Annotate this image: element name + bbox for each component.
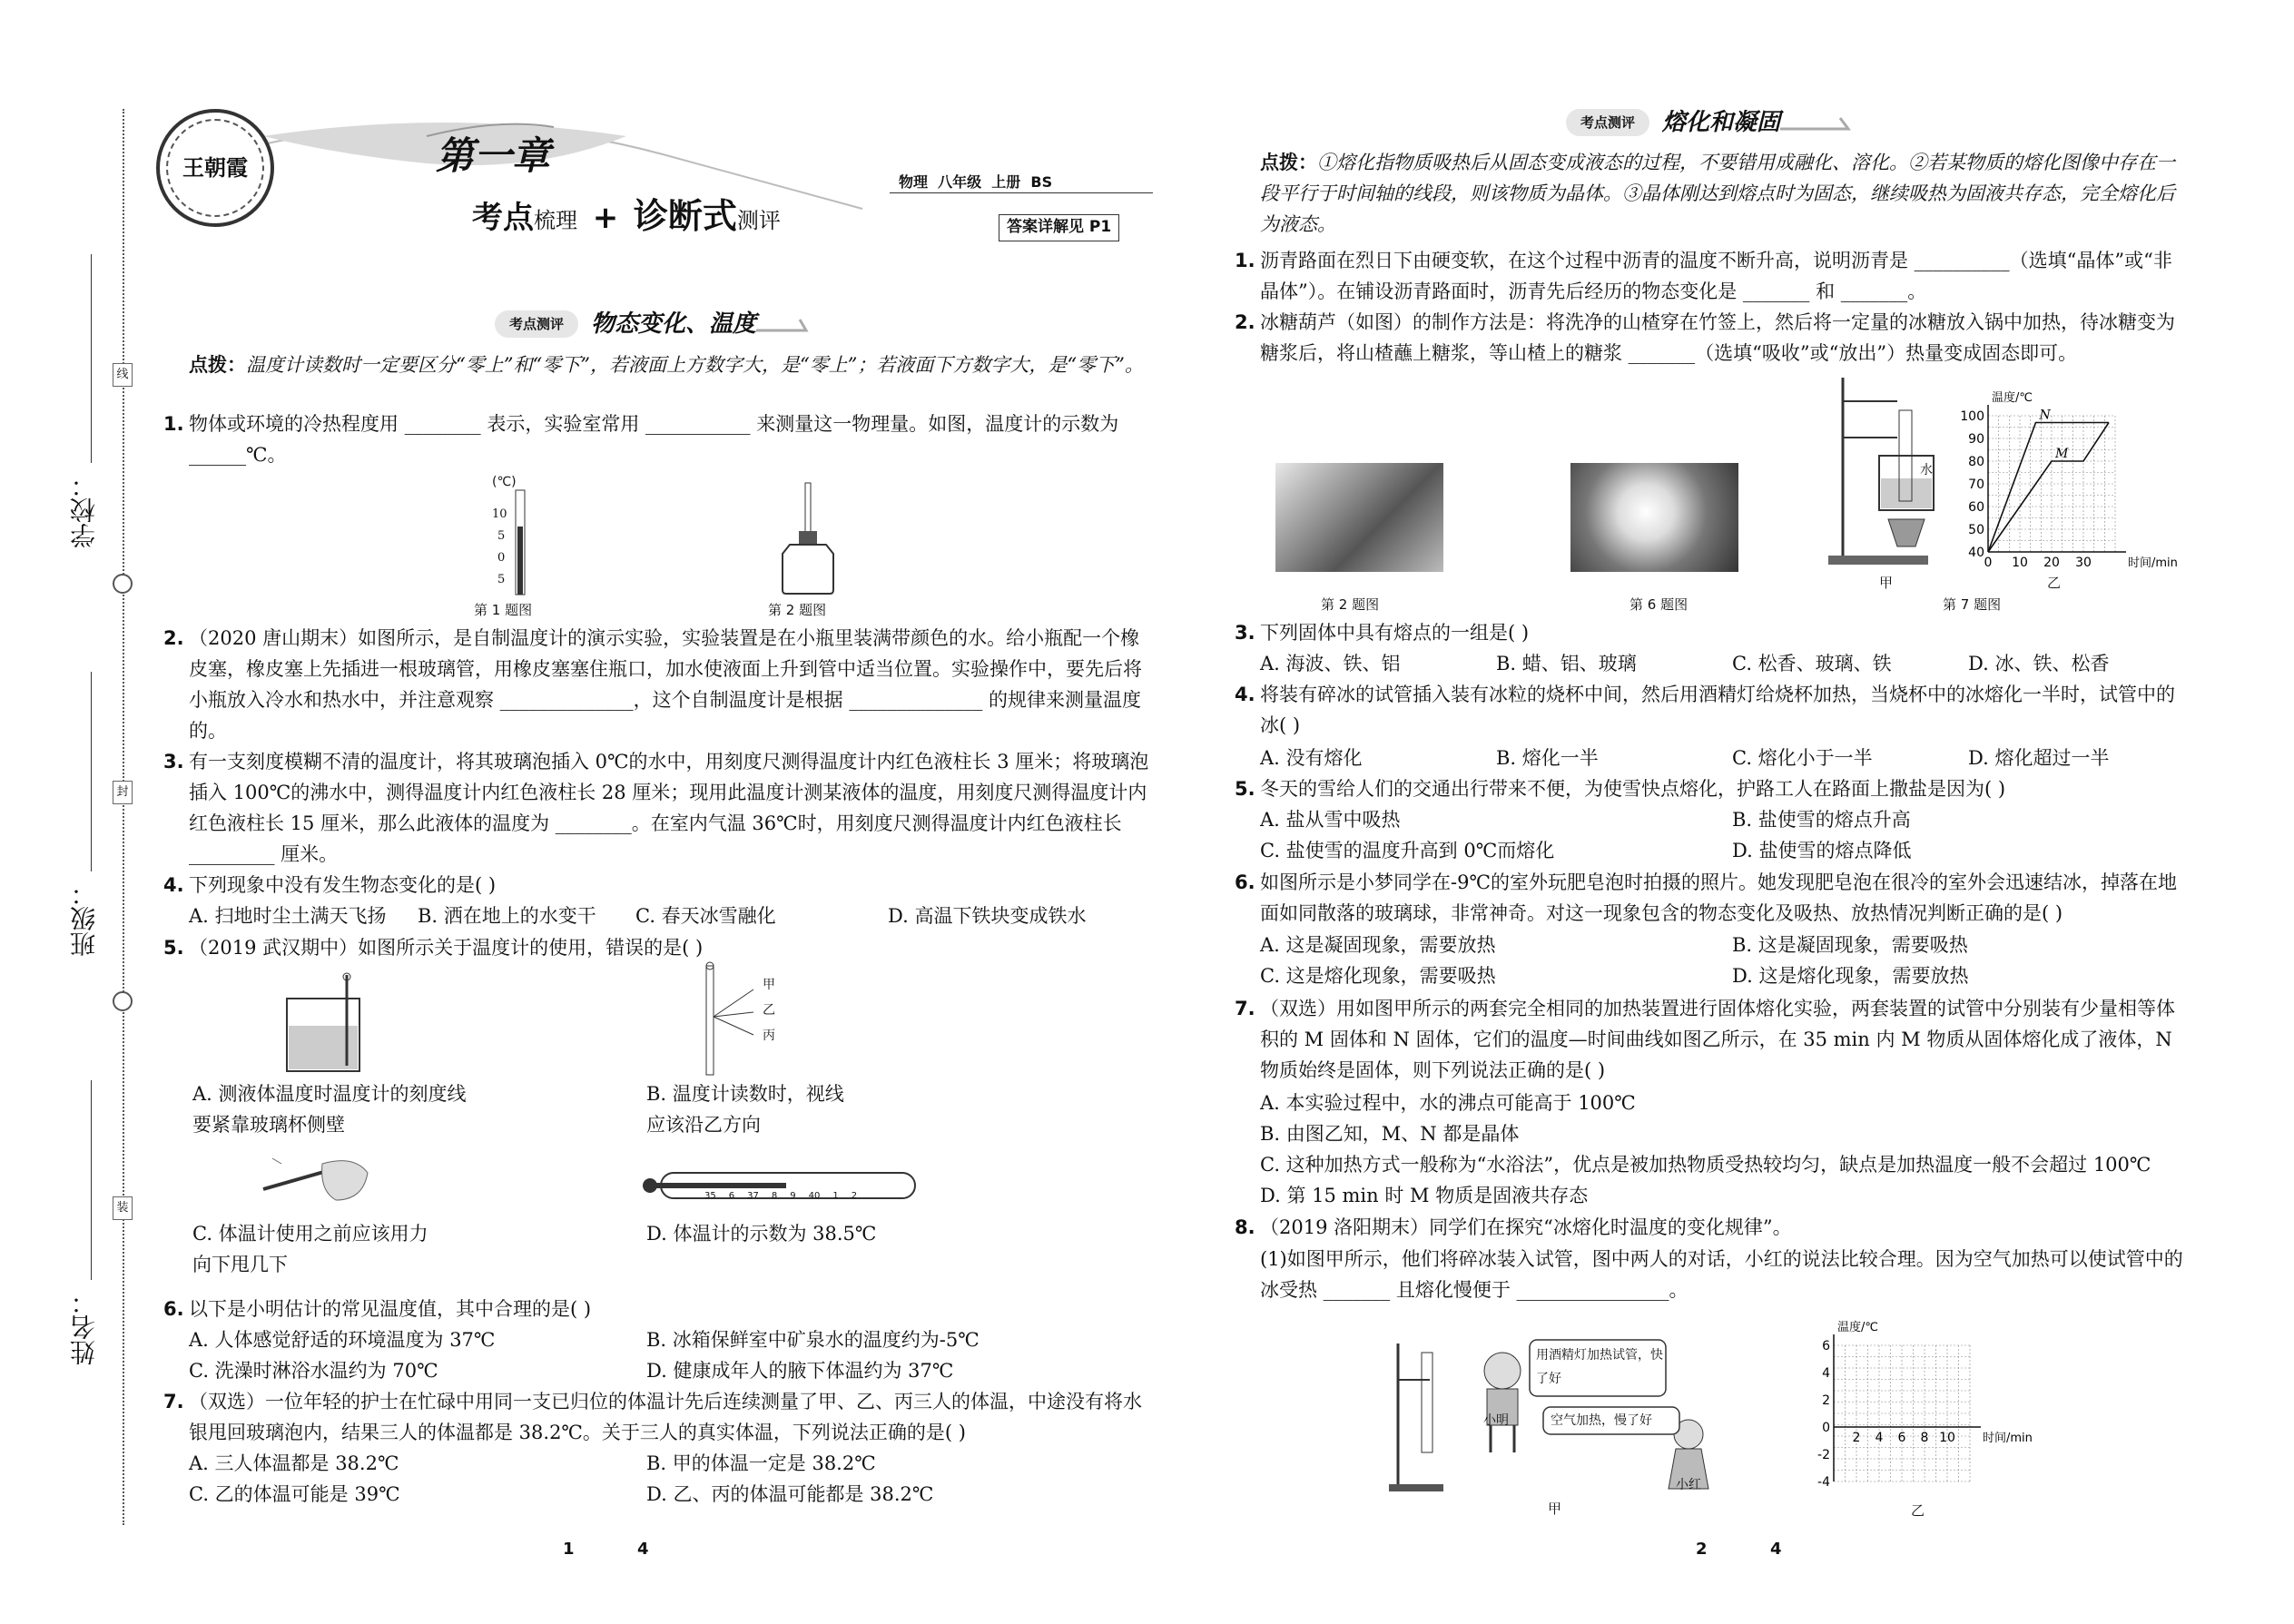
left-q4-opt-c: C. 春天冰雪融化 bbox=[635, 905, 776, 927]
title-ceping: 测评 bbox=[736, 208, 781, 233]
fig1-unit: (℃) bbox=[492, 475, 517, 489]
bottle-icon bbox=[772, 481, 844, 595]
x-tick-label: 10 bbox=[2012, 556, 2028, 570]
title-shuli: 梳理 bbox=[534, 208, 577, 233]
scale-37: 37 bbox=[747, 1191, 759, 1201]
scale-40: 40 bbox=[808, 1191, 821, 1201]
y-tick-label: -4 bbox=[1817, 1475, 1830, 1490]
right-q4-opt-d: D. 熔化超过一半 bbox=[1968, 747, 2110, 769]
class-label: 班级： bbox=[69, 881, 99, 957]
fig7-chart bbox=[1952, 389, 2178, 577]
right-q5-opt-d: D. 盐使雪的熔点降低 bbox=[1732, 840, 1912, 861]
name-label: 姓名： bbox=[69, 1289, 99, 1365]
left-tip-label: 点拨： bbox=[189, 354, 246, 376]
header-rule bbox=[890, 192, 1153, 193]
fig1-tick-10: 10 bbox=[492, 507, 507, 521]
fig1-caption: 第 1 题图 bbox=[474, 602, 533, 618]
left-q7-text: （双选）一位年轻的护士在忙碌中用同一支已归位的体温计先后连续测量了甲、乙、丙三人的体温，中途没有将水银甩回玻璃泡内，结果三人的体温都是 38.2℃。关于三人的真实体温，下列说法正确的是( ) bbox=[189, 1391, 1142, 1444]
arrow-icon bbox=[1780, 109, 1862, 136]
right-q6-text: 如图所示是小梦同学在-9℃的室外玩肥皂泡时拍摄的照片。她发现肥皂泡在很冷的室外会迅速结冰，掉落在地面如同散落的玻璃球，非常神奇。对这一现象包含的物态变化及吸热、放热情况判断正确的是( ) bbox=[1260, 871, 2177, 925]
right-q4-opt-c: C. 熔化小于一半 bbox=[1732, 747, 1873, 769]
left-q7-opt-c: C. 乙的体温可能是 39℃ bbox=[189, 1483, 400, 1505]
clinical-scale bbox=[704, 1189, 857, 1204]
answer-ref-box: 答案详解见 P1 bbox=[999, 214, 1119, 241]
x-tick-label: 0 bbox=[1984, 556, 1993, 570]
y-tick-label: 100 bbox=[1960, 409, 1984, 424]
left-q6-text: 以下是小明估计的常见温度值，其中合理的是( ) bbox=[189, 1298, 592, 1320]
binding-hole-2 bbox=[113, 991, 133, 1011]
binding-mark-top: 线 bbox=[113, 363, 133, 387]
q8-chart bbox=[1797, 1321, 2033, 1502]
right-q4 bbox=[1235, 679, 2188, 741]
right-q3-opt-d: D. 冰、铁、松香 bbox=[1968, 653, 2110, 674]
right-q5-opt-a: A. 盐从雪中吸热 bbox=[1260, 809, 1401, 831]
left-q5-opt-d: D. 体温计的示数为 38.5℃ bbox=[646, 1223, 877, 1245]
fig1-thermometer bbox=[490, 472, 545, 599]
left-section-title: 物态变化、温度 bbox=[591, 310, 757, 338]
x-tick-label: 4 bbox=[1875, 1431, 1884, 1445]
left-q3-num: 3. bbox=[163, 751, 184, 773]
y-axis-label: 温度/℃ bbox=[1837, 1321, 1878, 1334]
series-label-M: M bbox=[2055, 447, 2069, 461]
right-q3-num: 3. bbox=[1235, 622, 1255, 644]
left-page-number: 1 bbox=[563, 1540, 575, 1559]
x-tick-label: 2 bbox=[1852, 1431, 1861, 1445]
left-q7-opt-d: D. 乙、丙的体温可能都是 38.2℃ bbox=[646, 1483, 934, 1505]
label-xiaohong: 小红 bbox=[1676, 1478, 1701, 1492]
scale-6: 6 bbox=[728, 1191, 735, 1201]
binding-mark-mid: 封 bbox=[113, 781, 133, 804]
fig7-jia-caption: 甲 bbox=[1879, 575, 1894, 591]
right-q7-opt-b: B. 由图乙知，M、N 都是晶体 bbox=[1260, 1123, 1520, 1145]
eye-label-jia: 甲 bbox=[763, 978, 775, 992]
left-q7-opt-a: A. 三人体温都是 38.2℃ bbox=[189, 1452, 399, 1474]
right-q1-text: 沥青路面在烈日下由硬变软，在这个过程中沥青的温度不断升高，说明沥青是 __________（选填“晶体”或“非晶体”）。在铺设沥青路面时，沥青先后经历的物态变化是 _______ 和 _______。 bbox=[1260, 250, 2172, 303]
eye-label-yi: 乙 bbox=[763, 1003, 775, 1018]
y-tick-label: 0 bbox=[1822, 1421, 1830, 1435]
left-q2 bbox=[163, 623, 1151, 746]
y-tick-label: 4 bbox=[1822, 1366, 1830, 1381]
right-section-pill: 考点测评 bbox=[1566, 109, 1649, 136]
left-page-sig: 4 bbox=[637, 1540, 649, 1559]
chapter-title: 第一章 bbox=[436, 133, 551, 178]
right-q1-num: 1. bbox=[1235, 250, 1255, 271]
left-q6-num: 6. bbox=[163, 1298, 184, 1320]
bubble-xiaoming: 用酒精灯加热试管，快了好 bbox=[1536, 1348, 1663, 1386]
left-tip bbox=[189, 349, 1151, 380]
series-line-M bbox=[1988, 423, 2109, 553]
label-xiaoming: 小明 bbox=[1483, 1413, 1509, 1428]
name-field-line bbox=[91, 1080, 92, 1280]
beaker-icon bbox=[281, 971, 381, 1076]
right-q7-opt-c: C. 这种加热方式一般称为“水浴法”，优点是被加热物质受热较均匀，缺点是加热温度一般不会超过 100℃ bbox=[1260, 1154, 2151, 1176]
scale-1: 1 bbox=[832, 1191, 839, 1201]
left-q4-num: 4. bbox=[163, 874, 184, 896]
right-q5-text: 冬天的雪给人们的交通出行带来不便，为使雪快点熔化，护路工人在路面上撒盐是因为( ) bbox=[1260, 778, 2006, 800]
left-q5-num: 5. bbox=[163, 937, 184, 959]
q8-yi-caption: 乙 bbox=[1911, 1502, 1925, 1519]
right-q5 bbox=[1235, 773, 2188, 804]
left-q7-num: 7. bbox=[163, 1391, 184, 1412]
right-tip-text: ①熔化指物质吸热后从固态变成液态的过程，不要错用成融化、溶化。②若某物质的熔化图像中存在一段平行于时间轴的线段，则该物质为晶体。③晶体刚达到熔点时为固态，继续吸热为固液共存态，完全熔化后为液态。 bbox=[1260, 152, 2175, 236]
fig2-bottle bbox=[772, 481, 844, 604]
right-fig6-caption: 第 6 题图 bbox=[1629, 596, 1689, 613]
right-q4-opt-b: B. 熔化一半 bbox=[1496, 747, 1599, 769]
left-q4-opt-d: D. 高温下铁块变成铁水 bbox=[888, 905, 1087, 927]
grade-meta: 物理 八年级 上册 BS bbox=[899, 173, 1053, 191]
right-q6-opt-c: C. 这是熔化现象，需要吸热 bbox=[1260, 965, 1496, 987]
right-q5-opt-b: B. 盐使雪的熔点升高 bbox=[1732, 809, 1911, 831]
fig7-yi-caption: 乙 bbox=[2047, 575, 2062, 591]
y-tick-label: 70 bbox=[1968, 477, 1984, 492]
right-q7-text: （双选）用如图甲所示的两套完全相同的加热装置进行固体熔化实验，两套装置的试管中分别装有少量相等体积的 M 固体和 N 固体，它们的温度—时间曲线如图乙所示，在 35 min 内 M 物质从固体熔化成了液体，N 物质始终是固体，则下列说法正确的是( ) bbox=[1260, 998, 2175, 1082]
binding-hole-1 bbox=[113, 574, 133, 594]
y-tick-label: -2 bbox=[1817, 1448, 1830, 1462]
right-tip-label: 点拨： bbox=[1260, 152, 1317, 173]
binding-mark-bottom: 装 bbox=[113, 1196, 133, 1220]
left-q1-text: 物体或环境的冷热程度用 ________ 表示，实验室常用 ___________ 来测量这一物理量。如图，温度计的示数为 ______℃。 bbox=[189, 413, 1119, 467]
scale-8: 8 bbox=[771, 1191, 778, 1201]
right-q3-opt-a: A. 海波、铁、铝 bbox=[1260, 653, 1401, 674]
arrow-icon bbox=[756, 310, 820, 338]
right-q7-opt-a: A. 本实验过程中，水的沸点可能高于 100℃ bbox=[1260, 1092, 1636, 1114]
right-section-title: 熔化和凝固 bbox=[1662, 109, 1781, 136]
thermometer-eyes-icon bbox=[699, 962, 808, 1080]
left-q5-opt-a: A. 测液体温度时温度计的刻度线要紧靠玻璃杯侧壁 bbox=[192, 1083, 467, 1137]
left-q5-text: （2019 武汉期中）如图所示关于温度计的使用，错误的是( ) bbox=[189, 937, 704, 959]
school-field-line bbox=[91, 254, 92, 463]
left-q5-opt-b: B. 温度计读数时，视线应该沿乙方向 bbox=[646, 1083, 844, 1137]
x-axis-label: 时间/min bbox=[1983, 1432, 2033, 1445]
y-axis-label: 温度/℃ bbox=[1992, 391, 2033, 405]
right-q6-opt-d: D. 这是熔化现象，需要放热 bbox=[1732, 965, 1969, 987]
right-q7-opt-d: D. 第 15 min 时 M 物质是固液共存态 bbox=[1260, 1185, 1589, 1206]
right-q6-num: 6. bbox=[1235, 871, 1255, 893]
binding-dotted-line bbox=[123, 109, 124, 1525]
left-q7 bbox=[163, 1386, 1151, 1448]
y-tick-label: 90 bbox=[1968, 432, 1984, 447]
left-q4-opt-a: A. 扫地时尘土满天飞扬 bbox=[189, 905, 387, 927]
fig1-tick-5b: 5 bbox=[497, 573, 506, 586]
left-q4 bbox=[163, 870, 1151, 901]
left-q3 bbox=[163, 746, 1151, 870]
scale-2: 2 bbox=[851, 1191, 858, 1201]
right-q2-text: 冰糖葫芦（如图）的制作方法是：将洗净的山楂穿在竹签上，然后将一定量的冰糖放入锅中加热，待冰糖变为糖浆后，将山楂蘸上糖浆，等山楂上的糖浆 _______（选填“吸收”或“放出”）热量变成固态即可。 bbox=[1260, 311, 2175, 365]
x-axis-label: 时间/min bbox=[2128, 556, 2178, 570]
y-tick-label: 50 bbox=[1968, 523, 1984, 537]
left-q2-text: （2020 唐山期末）如图所示，是自制温度计的演示实验，实验装置是在小瓶里装满带颜色的水。给小瓶配一个橡皮塞，橡皮塞上先插进一根玻璃管，用橡皮塞塞住瓶口，加水使液面上升到管中适当位置。实验操作中，要先后将小瓶放入冷水和热水中，并注意观察 ______________，这个自制温度计是根据 ______________ 的规律来测量温度的。 bbox=[189, 627, 1142, 743]
left-q4-opt-b: B. 洒在地上的水变干 bbox=[418, 905, 596, 927]
logo-text: 王朝霞 bbox=[182, 153, 248, 181]
right-q2 bbox=[1235, 307, 2188, 369]
q8-jia-caption: 甲 bbox=[1548, 1501, 1562, 1517]
left-q3-text: 有一支刻度模糊不清的温度计，将其玻璃泡插入 0℃的水中，用刻度尺测得温度计内红色液柱长 3 厘米；将玻璃泡插入 100℃的沸水中，测得温度计内红色液柱长 28 厘米；现用此温度计测某液体的温度，用刻度尺测得温度计内红色液柱长 15 厘米，那么此液体的温度为 ________。在室内气温 36℃时，用刻度尺测得温度计内红色液柱长 _________ 厘米。 bbox=[189, 751, 1149, 866]
left-section-pill: 考点测评 bbox=[495, 310, 578, 338]
right-q6-opt-b: B. 这是凝固现象，需要吸热 bbox=[1732, 934, 1968, 956]
x-tick-label: 30 bbox=[2075, 556, 2092, 570]
bubble-xiaohong: 空气加热，慢了好 bbox=[1551, 1413, 1652, 1428]
left-q1-num: 1. bbox=[163, 413, 184, 435]
left-q5-opt-c: C. 体温计使用之前应该用力向下甩几下 bbox=[192, 1223, 428, 1276]
eye-label-bing: 丙 bbox=[763, 1029, 775, 1043]
q5-fig-b-thermometer bbox=[699, 962, 808, 1080]
y-tick-label: 40 bbox=[1968, 546, 1984, 560]
scale-9: 9 bbox=[790, 1191, 796, 1201]
q8-fig-jia bbox=[1389, 1334, 1752, 1498]
right-q6-opt-a: A. 这是凝固现象，需要放热 bbox=[1260, 934, 1496, 956]
right-tip bbox=[1260, 147, 2188, 240]
photo-frozen-bubble bbox=[1570, 463, 1738, 572]
right-q8-num: 8. bbox=[1235, 1216, 1255, 1238]
right-q7-num: 7. bbox=[1235, 998, 1255, 1019]
left-tip-text: 温度计读数时一定要区分“零上”和“零下”，若液面上方数字大，是“零上”；若液面下方数字大，是“零下”。 bbox=[246, 354, 1144, 376]
right-q3-opt-b: B. 蜡、铝、玻璃 bbox=[1496, 653, 1637, 674]
title-plus: + bbox=[592, 200, 619, 236]
x-tick-label: 20 bbox=[2043, 556, 2060, 570]
right-q3-opt-c: C. 松香、玻璃、铁 bbox=[1732, 653, 1892, 674]
left-section-tag bbox=[495, 305, 820, 343]
right-q1 bbox=[1235, 245, 2188, 307]
fig1-tick-0: 0 bbox=[497, 551, 506, 565]
right-q7 bbox=[1235, 993, 2188, 1086]
left-q7-opt-b: B. 甲的体温一定是 38.2℃ bbox=[646, 1452, 876, 1474]
photo-tanghulu bbox=[1275, 463, 1443, 572]
right-q8-sub1: (1)如图甲所示，他们将碎冰装入试管，图中两人的对话，小红的说法比较合理。因为空气加热可以使试管中的冰受热 _______ 且熔化慢便于 ________________。 bbox=[1260, 1248, 2183, 1302]
left-q6 bbox=[163, 1294, 1151, 1324]
right-page-sig: 4 bbox=[1770, 1540, 1782, 1559]
x-tick-label: 6 bbox=[1897, 1431, 1906, 1445]
right-q2-num: 2. bbox=[1235, 311, 1255, 333]
q5-fig-c-hand bbox=[254, 1146, 372, 1218]
right-q4-opt-a: A. 没有熔化 bbox=[1260, 747, 1363, 769]
series-line-N bbox=[1988, 423, 2109, 553]
right-page-number: 2 bbox=[1696, 1540, 1708, 1559]
q5-fig-a-beaker bbox=[281, 971, 381, 1085]
title-kaodian: 考点 bbox=[472, 200, 534, 236]
right-q3 bbox=[1235, 617, 2188, 648]
title-zhenduan: 诊断式 bbox=[633, 196, 737, 236]
y-tick-label: 80 bbox=[1968, 455, 1984, 469]
y-tick-label: 60 bbox=[1968, 500, 1984, 515]
right-q5-opt-c: C. 盐使雪的温度升高到 0℃而熔化 bbox=[1260, 840, 1555, 861]
left-q6-opt-c: C. 洗澡时淋浴水温约为 70℃ bbox=[189, 1360, 438, 1382]
fig2-caption: 第 2 题图 bbox=[768, 602, 827, 618]
right-q6 bbox=[1235, 867, 2188, 929]
left-q6-opt-b: B. 冰箱保鲜室中矿泉水的温度约为-5℃ bbox=[646, 1329, 980, 1351]
x-tick-label: 10 bbox=[1939, 1431, 1955, 1445]
q5-fig-d-clinical bbox=[634, 1169, 924, 1211]
fig1-tick-5a: 5 bbox=[497, 529, 506, 543]
right-q3-text: 下列固体中具有熔点的一组是( ) bbox=[1260, 622, 1530, 644]
y-tick-label: 6 bbox=[1822, 1339, 1830, 1353]
left-q1 bbox=[163, 408, 1151, 470]
fig7-main-caption: 第 7 题图 bbox=[1943, 596, 2002, 613]
fig7-water-label: 水 bbox=[1920, 463, 1933, 477]
fig7-apparatus bbox=[1825, 374, 1943, 569]
right-q4-text: 将装有碎冰的试管插入装有冰粒的烧杯中间，然后用酒精灯给烧杯加热，当烧杯中的冰熔化一半时，试管中的冰( ) bbox=[1260, 684, 2175, 737]
header-subtitle bbox=[472, 189, 781, 245]
left-q6-opt-a: A. 人体感觉舒适的环境温度为 37℃ bbox=[189, 1329, 496, 1351]
left-q6-opt-d: D. 健康成年人的腋下体温约为 37℃ bbox=[646, 1360, 954, 1382]
right-q8 bbox=[1235, 1212, 2188, 1243]
y-tick-label: 2 bbox=[1822, 1393, 1830, 1408]
x-tick-label: 8 bbox=[1920, 1431, 1929, 1445]
right-q4-num: 4. bbox=[1235, 684, 1255, 705]
school-label: 学校： bbox=[69, 472, 99, 548]
right-fig2-caption: 第 2 题图 bbox=[1321, 596, 1380, 613]
right-q8-text: （2019 洛阳期末）同学们在探究“冰熔化时温度的变化规律”。 bbox=[1260, 1216, 1792, 1238]
scale-35: 35 bbox=[704, 1191, 716, 1201]
class-field-line bbox=[91, 672, 92, 871]
right-section-tag bbox=[1566, 103, 1862, 142]
series-label-N: N bbox=[2039, 408, 2051, 423]
left-q4-text: 下列现象中没有发生物态变化的是( ) bbox=[189, 874, 497, 896]
left-q5 bbox=[163, 932, 1151, 963]
fig7-chart-svg bbox=[1952, 389, 2178, 577]
left-q2-num: 2. bbox=[163, 627, 184, 649]
publisher-logo bbox=[156, 109, 274, 227]
q8-chart-svg bbox=[1797, 1321, 2033, 1502]
right-q5-num: 5. bbox=[1235, 778, 1255, 800]
hand-thermometer-icon bbox=[254, 1146, 372, 1209]
